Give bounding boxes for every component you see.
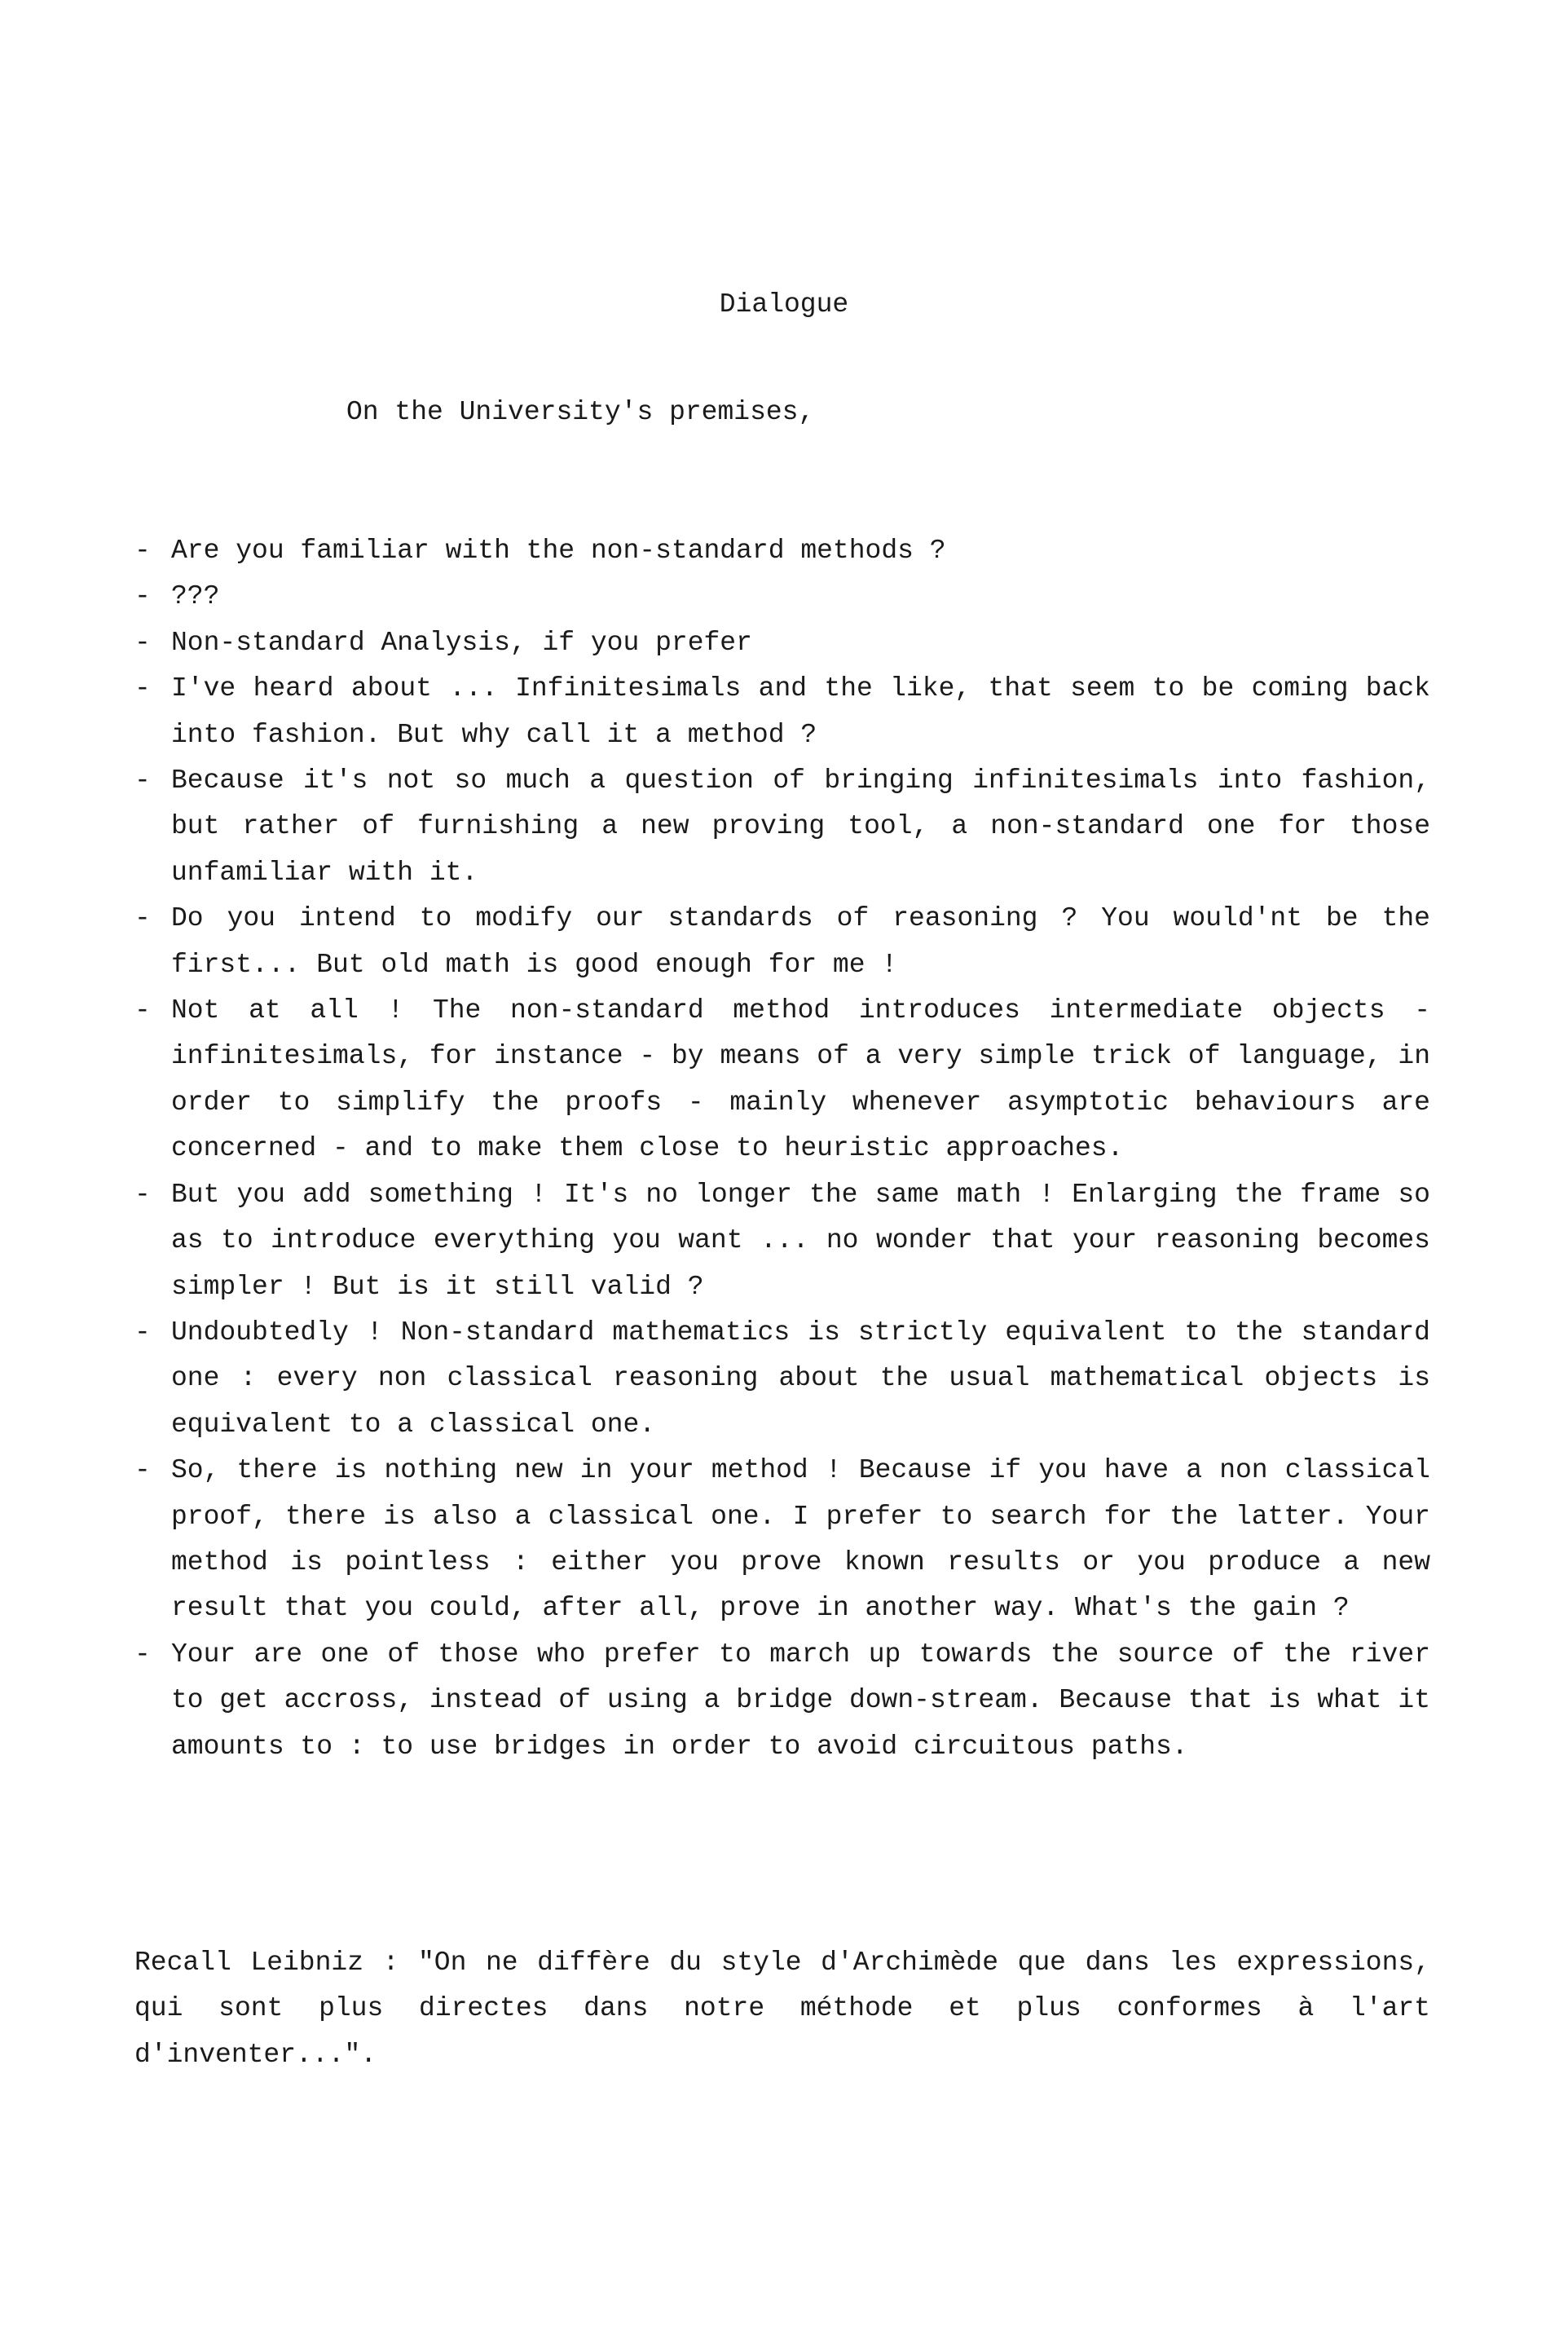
document-title: Dialogue [719, 289, 849, 320]
dialogue-turn-5: - Because it's not so much a question of bringing infinitesimals into fashion, but rather of furnishing a new proving tool, a non-standard one for those unfamiliar with it. [134, 758, 1430, 896]
dialogue-turn-2: - ??? [134, 574, 1430, 620]
dialogue-body [134, 528, 1430, 1770]
dialogue-turn-4: - I've heard about ... Infinitesimals and the like, that seem to be coming back into fashion. But why call it a method ? [134, 666, 1430, 758]
dialogue-turn-1: - Are you familiar with the non-standard methods ? [134, 528, 1430, 574]
dialogue-turn-9: - Undoubtedly ! Non-standard mathematics is strictly equivalent to the standard one : every non classical reasoning about the usual mathematical objects is equivalent to a classical one. [134, 1310, 1430, 1448]
document-setting: On the University's premises, [346, 397, 815, 427]
dialogue-turn-7: - Not at all ! The non-standard method introduces intermediate objects - infinitesimals, for instance - by means of a very simple trick of language, in order to simplify the proofs - mainly whenever asymptotic behaviours are concerned - and to make them close to heuristic approaches. [134, 988, 1430, 1172]
leibniz-quote: Recall Leibniz : "On ne diffère du style d'Archimède que dans les expressions, qui sont plus directes dans notre méthode et plus conformes à l'art d'inventer...". [134, 1948, 1430, 2070]
dialogue-turn-11: - Your are one of those who prefer to march up towards the source of the river to get accross, instead of using a bridge down-stream. Because that is what it amounts to : to use bridges in order to avoid circuitous paths. [134, 1632, 1430, 1770]
dialogue-turn-8: - But you add something ! It's no longer the same math ! Enlarging the frame so as to introduce everything you want ... no wonder that your reasoning becomes simpler ! But is it still valid ? [134, 1172, 1430, 1310]
dialogue-turn-10: - So, there is nothing new in your method ! Because if you have a non classical proof, there is also a classical one. I prefer to search for the latter. Your method is pointless : either you prove known results or you produce a new result that you could, after all, prove in another way. What's the gain ? [134, 1448, 1430, 1632]
dialogue-turn-6: - Do you intend to modify our standards of reasoning ? You would'nt be the first... But old math is good enough for me ! [134, 896, 1430, 988]
dialogue-turn-3: - Non-standard Analysis, if you prefer [134, 620, 1430, 666]
